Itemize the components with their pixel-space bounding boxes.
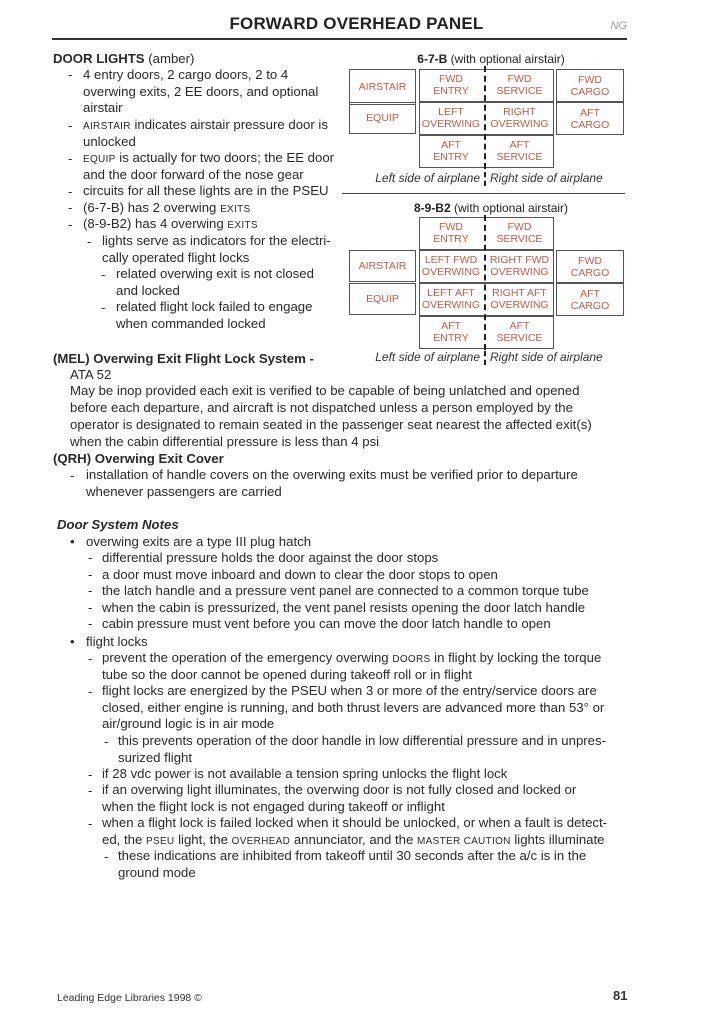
list-item-text: air/ground logic is in air mode (102, 716, 275, 731)
caption-divider (484, 172, 486, 186)
aft-cargo-light: AFT CARGO (556, 283, 624, 316)
aft-entry-light: AFT ENTRY (433, 138, 469, 163)
list-item-text: AIRSTAIR indicates airstair pressure door is (83, 117, 328, 132)
list-item-text: overwing exits are a type III plug hatch (86, 534, 312, 549)
qrh-heading: (QRH) Overwing Exit Cover (53, 451, 224, 466)
list-item-text: if an overwing light illuminates, the overwing door is not fully closed and locked or (102, 782, 577, 797)
notes-heading: Door System Notes (57, 517, 179, 532)
fwd-service-light: FWD SERVICE (496, 220, 543, 245)
fwd-cargo-light: FWD CARGO (556, 69, 624, 102)
list-item-text: when a flight lock is failed locked when it should be unlocked, or when a fault is detect- (102, 815, 608, 830)
caption-right-side: Right side of airplane (490, 350, 603, 364)
list-item-text: this prevents operation of the door handle in low differential pressure and in unpres- (118, 733, 606, 748)
aft-service-light: AFT SERVICE (496, 138, 543, 163)
list-item-text: if 28 vdc power is not available a tension spring unlocks the flight lock (102, 766, 508, 781)
list-item: - (68, 67, 73, 82)
right-fwd-overwing-light: RIGHT FWD OVERWING (489, 253, 550, 278)
paragraph-line: May be inop provided each exit is verified to be capable of being unlatched and opened (70, 383, 580, 398)
fwd-entry-light: FWD ENTRY (433, 72, 469, 97)
list-item-text: tube so the door cannot be opened during takeoff roll or in flight (102, 667, 472, 682)
caption-left-side: Left side of airplane (375, 171, 480, 185)
list-item-text: surized flight (118, 750, 193, 765)
list-item-text: these indications are inhibited from takeoff until 30 seconds after the a/c is in the (118, 848, 587, 863)
left-fwd-overwing-light: LEFT FWD OVERWING (421, 253, 481, 278)
list-item-text: (8-9-B2) has 4 overwing EXITS (83, 216, 258, 231)
list-item-text: when commanded locked (116, 316, 266, 331)
list-item-text: closed, either engine is running, and both thrust levers are advanced more than 53° or (102, 700, 605, 715)
list-item-text: ed, the PSEU light, the OVERHEAD annunciator, and the MASTER CAUTION lights illuminate (102, 832, 605, 847)
mel-heading: (MEL) Overwing Exit Flight Lock System - (53, 351, 314, 366)
diagram-title: 8-9-B2 (with optional airstair) (413, 201, 569, 215)
list-item-text: cally operated flight locks (102, 250, 250, 265)
list-item-text: lights serve as indicators for the electri- (102, 233, 331, 248)
list-item-text: circuits for all these lights are in the PSEU (83, 183, 329, 198)
list-item-text: (6-7-B) has 2 overwing EXITS (83, 200, 251, 215)
fwd-cargo-light: FWD CARGO (556, 250, 624, 283)
list-item-text: cabin pressure must vent before you can move the door latch handle to open (102, 616, 551, 631)
list-item-text: ground mode (118, 865, 196, 880)
list-item-text: flight locks are energized by the PSEU when 3 or more of the entry/service doors are (102, 683, 597, 698)
list-item-text: overwing exits, 2 EE doors, and optional (83, 84, 319, 99)
list-item-text: EQUIP is actually for two doors; the EE door (83, 150, 335, 165)
aft-entry-light: AFT ENTRY (433, 319, 469, 344)
bullet-icon: • (70, 634, 75, 649)
list-item-text: related overwing exit is not closed (116, 266, 314, 281)
centerline-divider (484, 215, 486, 350)
list-item-text: a door must move inboard and down to clear the door stops to open (102, 567, 498, 582)
door-lights-heading: DOOR LIGHTS (amber) (53, 51, 195, 66)
paragraph-line: before each departure, and aircraft is not dispatched unless a person employed by the (70, 400, 573, 415)
page-title: FORWARD OVERHEAD PANEL (229, 14, 484, 33)
list-item-text: unlocked (83, 134, 136, 149)
header-rule (52, 38, 627, 40)
bullet-icon: • (70, 534, 75, 549)
paragraph-line: when the cabin differential pressure is less than 4 psi (70, 434, 380, 449)
list-item-text: whenever passengers are carried (86, 484, 282, 499)
page-number: 81 (613, 988, 628, 1003)
header-tag: NG (610, 20, 627, 32)
fwd-entry-light: FWD ENTRY (433, 220, 469, 245)
left-overwing-light: LEFT OVERWING (421, 105, 481, 130)
caption-left-side: Left side of airplane (375, 350, 480, 364)
caption-right-side: Right side of airplane (490, 171, 603, 185)
footer-copyright: Leading Edge Libraries 1998 © (57, 992, 202, 1004)
list-item-text: the latch handle and a pressure vent panel are connected to a common torque tube (102, 583, 589, 598)
list-item-text: and locked (116, 283, 180, 298)
list-item-text: differential pressure holds the door against the door stops (102, 550, 439, 565)
list-item-text: and the door forward of the nose gear (83, 167, 304, 182)
diagram-title: 6-7-B (with optional airstair) (417, 52, 565, 66)
airstair-light: AIRSTAIR (349, 69, 416, 105)
left-aft-overwing-light: LEFT AFT OVERWING (421, 286, 481, 311)
list-item-text: flight locks (86, 634, 148, 649)
list-item-text: when the cabin is pressurized, the vent panel resists opening the door latch handle (102, 600, 586, 615)
list-item-text: installation of handle covers on the overwing exits must be verified prior to departure (86, 467, 578, 482)
mel-ata: ATA 52 (70, 367, 112, 382)
list-item-text: when the flight lock is not engaged during takeoff or inflight (102, 799, 445, 814)
diagram-separator (342, 193, 625, 194)
equip-light: EQUIP (349, 283, 416, 315)
fwd-service-light: FWD SERVICE (496, 72, 543, 97)
right-overwing-light: RIGHT OVERWING (490, 105, 549, 130)
airstair-light: AIRSTAIR (349, 250, 416, 282)
centerline-divider (484, 66, 486, 169)
list-item-text: related flight lock failed to engage (116, 299, 313, 314)
paragraph-line: operator is designated to remain seated in the passenger seat nearest the affected exit(s) (70, 417, 592, 432)
aft-service-light: AFT SERVICE (496, 319, 543, 344)
aft-cargo-light: AFT CARGO (556, 102, 624, 135)
caption-divider (484, 351, 486, 365)
list-item-text: prevent the operation of the emergency overwing DOORS in flight by locking the torque (102, 650, 602, 665)
list-item-text: 4 entry doors, 2 cargo doors, 2 to 4 (83, 67, 289, 82)
equip-light: EQUIP (349, 102, 416, 134)
list-item-text: airstair (83, 100, 123, 115)
right-aft-overwing-light: RIGHT AFT OVERWING (490, 286, 549, 311)
